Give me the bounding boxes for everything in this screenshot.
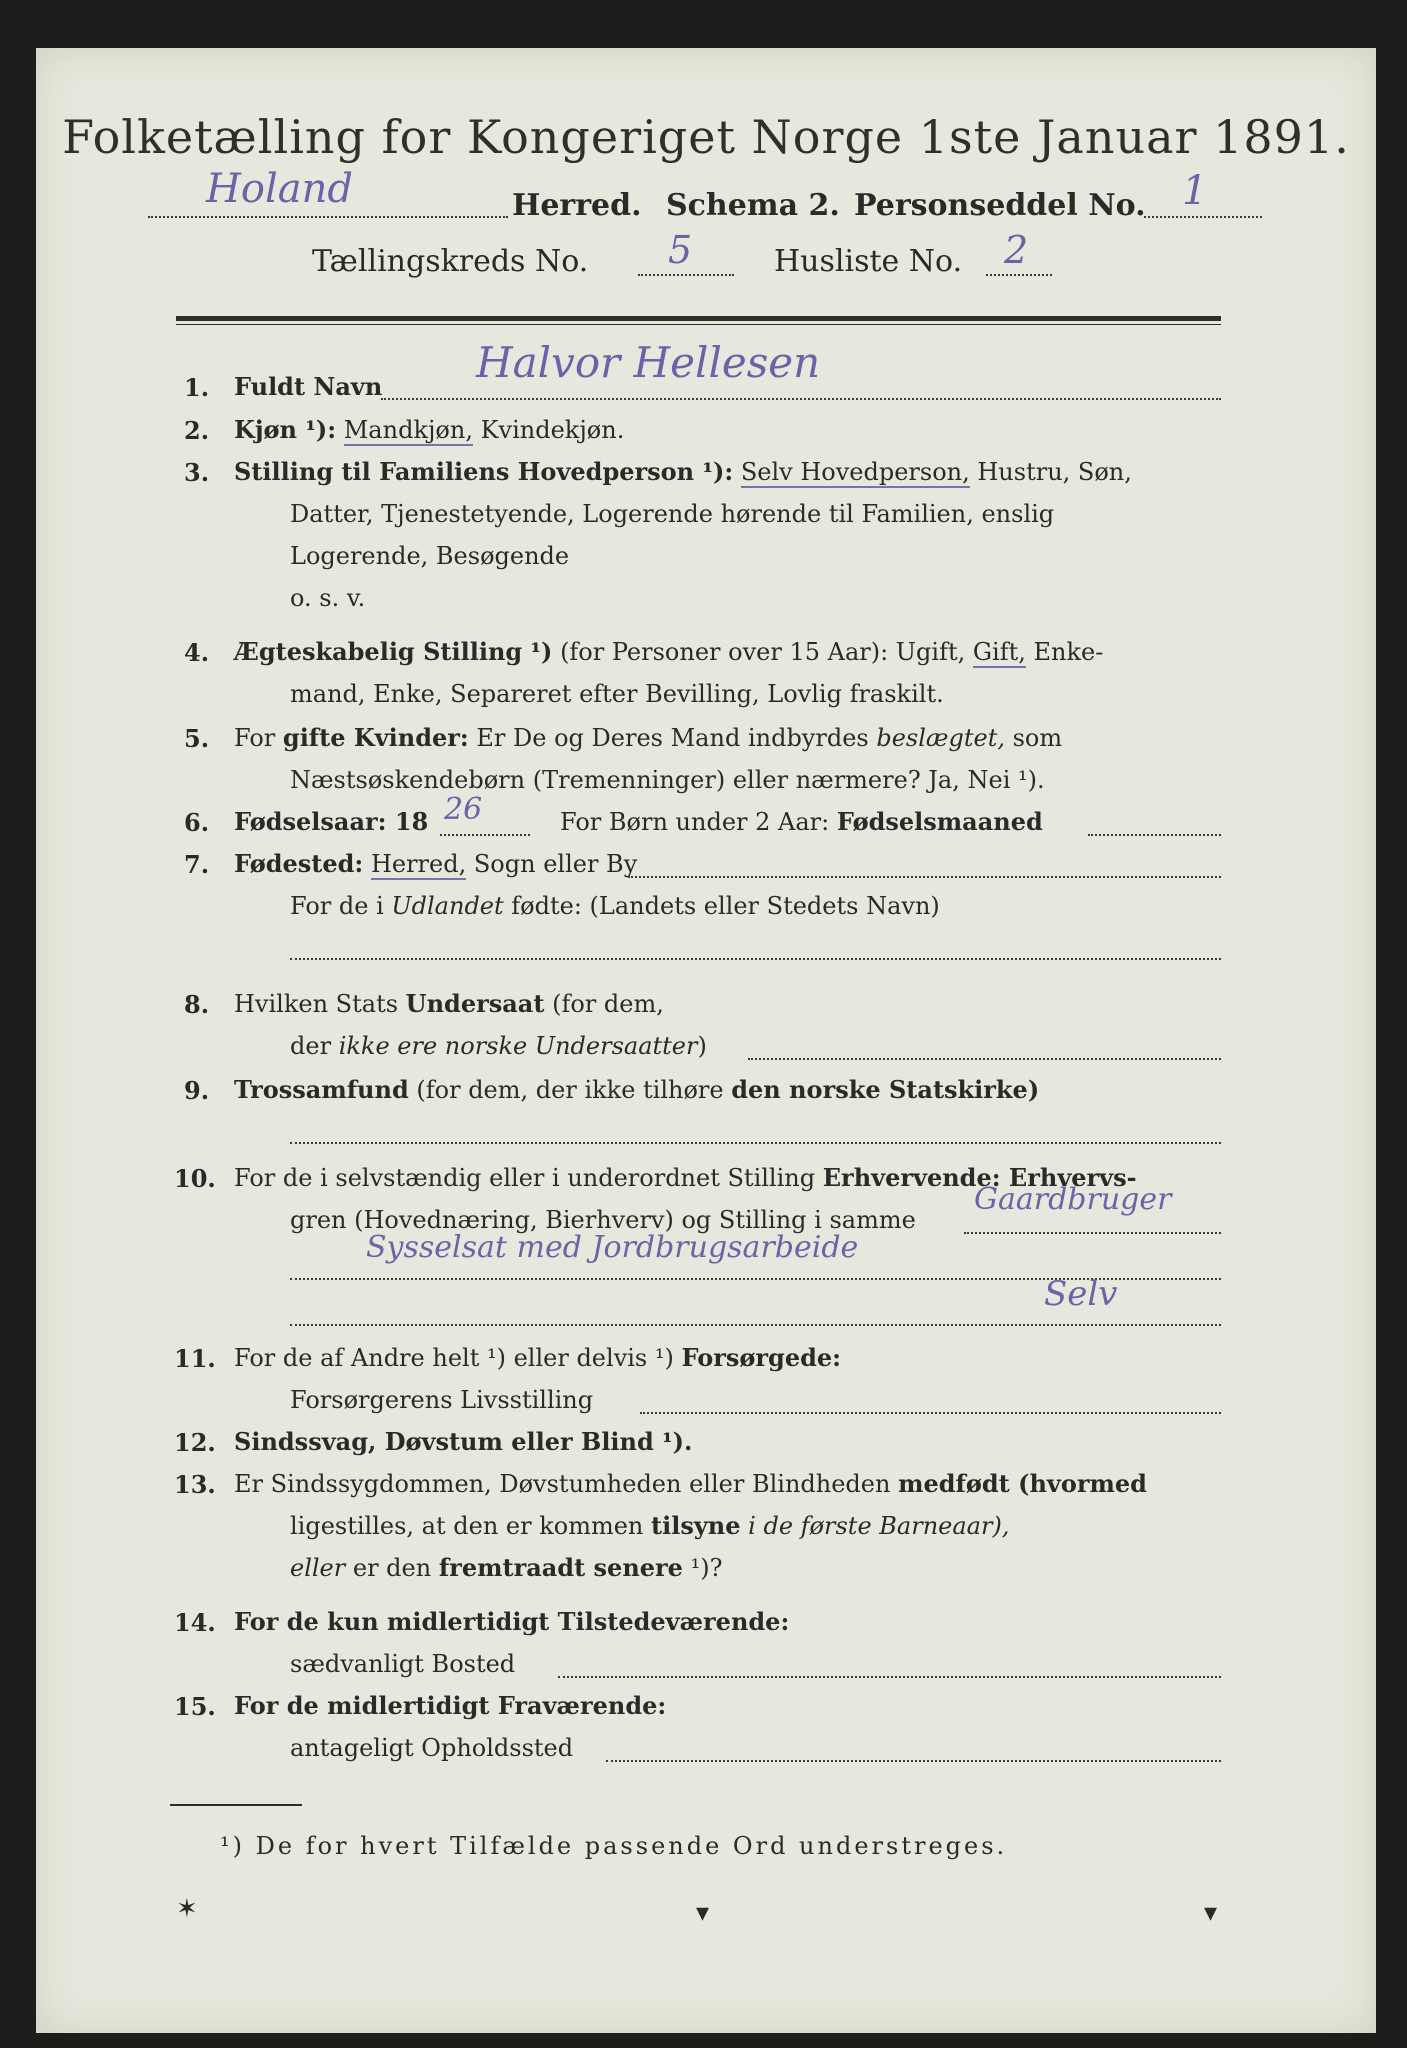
q10-number: 10. — [174, 1164, 216, 1193]
husliste-dotted-line — [986, 274, 1052, 276]
q7-dotted-line — [628, 876, 1221, 878]
q5-for: For — [234, 724, 276, 752]
q11-text — [234, 1344, 841, 1372]
q6-number: 6. — [184, 808, 210, 837]
registration-mark-right: ▾ — [1204, 1898, 1218, 1928]
q11-number: 11. — [174, 1344, 216, 1373]
q2-option-mandkjon: Mandkjøn, — [343, 416, 473, 444]
q9-label: Trossamfund — [234, 1075, 409, 1104]
q1-name-value: Halvor Hellesen — [476, 338, 821, 387]
q10-line2: gren (Hovednæring, Bierhverv) og Stilling i samme — [290, 1206, 916, 1234]
q12-text: Sindssvag, Døvstum eller Blind ¹). — [234, 1427, 693, 1456]
q8-c: (for dem, — [552, 990, 664, 1018]
q6-month-dotted-line — [1088, 834, 1221, 836]
q7-line2-udlandet: Udlandet — [391, 892, 504, 920]
q15-number: 15. — [174, 1692, 216, 1721]
q7-label: Fødested: — [234, 849, 364, 878]
q2-number: 2. — [184, 416, 210, 445]
q3-line2: Datter, Tjenestetyende, Logerende hørende til Familien, enslig — [290, 500, 1055, 528]
q8-number: 8. — [184, 990, 210, 1019]
q14-line2: sædvanligt Bosted — [290, 1650, 516, 1678]
q5-beslaegtet: beslægtet, — [876, 724, 1005, 752]
kreds-label: Tællingskreds No. — [312, 244, 589, 279]
registration-mark-center: ▾ — [696, 1898, 710, 1928]
q3-options-rest: Hustru, Søn, — [977, 458, 1132, 486]
kreds-dotted-line — [638, 274, 734, 276]
q6-label: Fødselsaar: 18 — [234, 807, 429, 836]
q15-line2: antageligt Opholdssted — [290, 1734, 574, 1762]
q9-number: 9. — [184, 1076, 210, 1105]
q10-value-description: Sysselsat med Jordbrugsarbeide — [366, 1230, 859, 1265]
footnote-rule — [170, 1804, 302, 1806]
q7-answer-dotted-line — [290, 958, 1221, 960]
q14-text: For de kun midlertidigt Tilstedeværende: — [234, 1607, 790, 1636]
q1-dotted-line — [381, 398, 1221, 400]
q13-number: 13. — [174, 1470, 216, 1499]
q4-number: 4. — [184, 638, 210, 667]
personseddel-dotted-line — [1144, 216, 1262, 218]
q13-line2-b: tilsyne — [651, 1511, 741, 1540]
q5-question: Er De og Deres Mand indbyrdes — [476, 724, 869, 752]
q6-year-dotted-line — [440, 834, 530, 836]
q10-b: Erhvervende: Erhvervs- — [822, 1163, 1137, 1192]
q8-line2-b: ikke ere norske Undersaatter — [338, 1032, 698, 1060]
personseddel-value: 1 — [1182, 168, 1208, 214]
kreds-value: 5 — [668, 228, 693, 272]
q6-children-label: For Børn under 2 Aar: — [560, 808, 830, 836]
herred-dotted-line — [148, 216, 508, 218]
q11-b: Forsørgede: — [681, 1343, 842, 1372]
q13-line2 — [290, 1512, 1009, 1540]
q10-value-status: Selv — [1044, 1274, 1118, 1314]
q3-line3: Logerende, Besøgende — [290, 542, 570, 570]
q7-line2-a: For de i — [290, 892, 384, 920]
registration-mark-left: ✶ — [176, 1894, 198, 1924]
q2-label: Kjøn ¹): — [234, 415, 337, 444]
herred-value: Holand — [206, 166, 353, 212]
q13-line3-a: eller — [290, 1554, 346, 1582]
q3-option-selv: Selv Hovedperson, — [740, 458, 970, 486]
q8-a: Hvilken Stats — [234, 990, 399, 1018]
q13-line3-b: er den — [352, 1554, 432, 1582]
q5-label: gifte Kvinder: — [282, 723, 469, 752]
q13-line3 — [290, 1554, 722, 1582]
q8-line2-a: der — [290, 1032, 332, 1060]
q9-text — [234, 1076, 1221, 1104]
q11-dotted-line — [640, 1412, 1221, 1414]
q13-line3-c: fremtraadt senere — [438, 1553, 683, 1582]
q7-option-herred: Herred, — [370, 850, 467, 878]
q15-text: For de midlertidigt Fraværende: — [234, 1691, 667, 1720]
q2-option-kvindekjon: Kvindekjøn. — [480, 416, 625, 444]
q5-text — [234, 724, 1062, 752]
q11-a: For de af Andre helt ¹) eller delvis ¹) — [234, 1344, 674, 1372]
q2-text — [234, 416, 624, 444]
q4-option-enke: Enke- — [1033, 638, 1104, 666]
q9-dotted-line — [290, 1142, 1221, 1144]
q13-line2-a: ligestilles, at den er kommen — [290, 1512, 644, 1540]
q8-line2: der ikke ere norske Undersaatter) — [290, 1032, 707, 1060]
q8-text — [234, 990, 664, 1018]
q7-line2 — [290, 892, 940, 920]
q3-label: Stilling til Familiens Hovedperson ¹): — [234, 457, 734, 486]
q13-text — [234, 1470, 1221, 1498]
q10-line4-dotted — [290, 1324, 1221, 1326]
q13-a: Er Sindssygdommen, Døvstumheden eller Blindheden — [234, 1470, 891, 1498]
form-title: Folketælling for Kongeriget Norge 1ste Januar 1891. — [62, 110, 1350, 164]
q7-option-rest: Sogn eller By — [473, 850, 638, 878]
q8-undersaat: Undersaat — [405, 989, 545, 1018]
q1-number: 1. — [184, 373, 210, 402]
q10-value-occupation: Gaardbruger — [974, 1182, 1172, 1217]
q8-dotted-line — [748, 1058, 1221, 1060]
q7-text — [234, 850, 637, 878]
q12-number: 12. — [174, 1428, 216, 1457]
q6-month-label: Fødselsmaaned — [836, 807, 1043, 836]
q1-label: Fuldt Navn — [234, 372, 383, 401]
q5-line2: Næstsøskendebørn (Tremenninger) eller nærmere? Ja, Nei ¹). — [290, 766, 1045, 794]
q4-line2: mand, Enke, Separeret efter Bevilling, Lovlig fraskilt. — [290, 680, 944, 708]
herred-label: Herred. — [512, 188, 642, 223]
q4-text — [234, 638, 1103, 666]
q5-number: 5. — [184, 724, 210, 753]
q6-text2 — [560, 808, 1043, 836]
q13-line3-d: ¹)? — [690, 1554, 723, 1582]
husliste-label: Husliste No. — [774, 244, 963, 279]
q14-dotted-line — [558, 1676, 1221, 1678]
q7-number: 7. — [184, 850, 210, 879]
q10-line2-dotted — [964, 1232, 1221, 1234]
q3-number: 3. — [184, 458, 210, 487]
header-rule — [176, 316, 1221, 321]
q3-line4: o. s. v. — [290, 584, 366, 612]
q15-dotted-line — [606, 1760, 1221, 1762]
header-rule-thin — [176, 324, 1221, 325]
schema-label: Schema 2. — [666, 188, 840, 223]
q7-line2-c: fødte: (Landets eller Stedets Navn) — [511, 892, 940, 920]
husliste-value: 2 — [1004, 228, 1029, 272]
q13-line2-c: i de første Barneaar), — [748, 1512, 1010, 1540]
q4-option-gift: Gift, — [972, 638, 1026, 666]
q3-text — [234, 458, 1221, 486]
personseddel-label: Personseddel No. — [854, 188, 1146, 223]
q4-qualifier: (for Personer over 15 Aar): Ugift, — [560, 638, 966, 666]
q4-label: Ægteskabelig Stilling ¹) — [234, 637, 553, 666]
footnote: ¹) De for hvert Tilfælde passende Ord understreges. — [220, 1832, 1008, 1860]
q6-year-value: 26 — [444, 792, 483, 827]
q13-b: medfødt (hvormed — [898, 1469, 1147, 1498]
q9-b: (for dem, der ikke tilhøre — [416, 1076, 724, 1104]
q10-a: For de i selvstændig eller i underordnet Stilling — [234, 1164, 816, 1192]
q14-number: 14. — [174, 1608, 216, 1637]
q5-som: som — [1012, 724, 1063, 752]
q9-c: den norske Statskirke) — [731, 1075, 1040, 1104]
q11-line2: Forsørgerens Livsstilling — [290, 1386, 594, 1414]
census-form-page — [36, 48, 1376, 2033]
